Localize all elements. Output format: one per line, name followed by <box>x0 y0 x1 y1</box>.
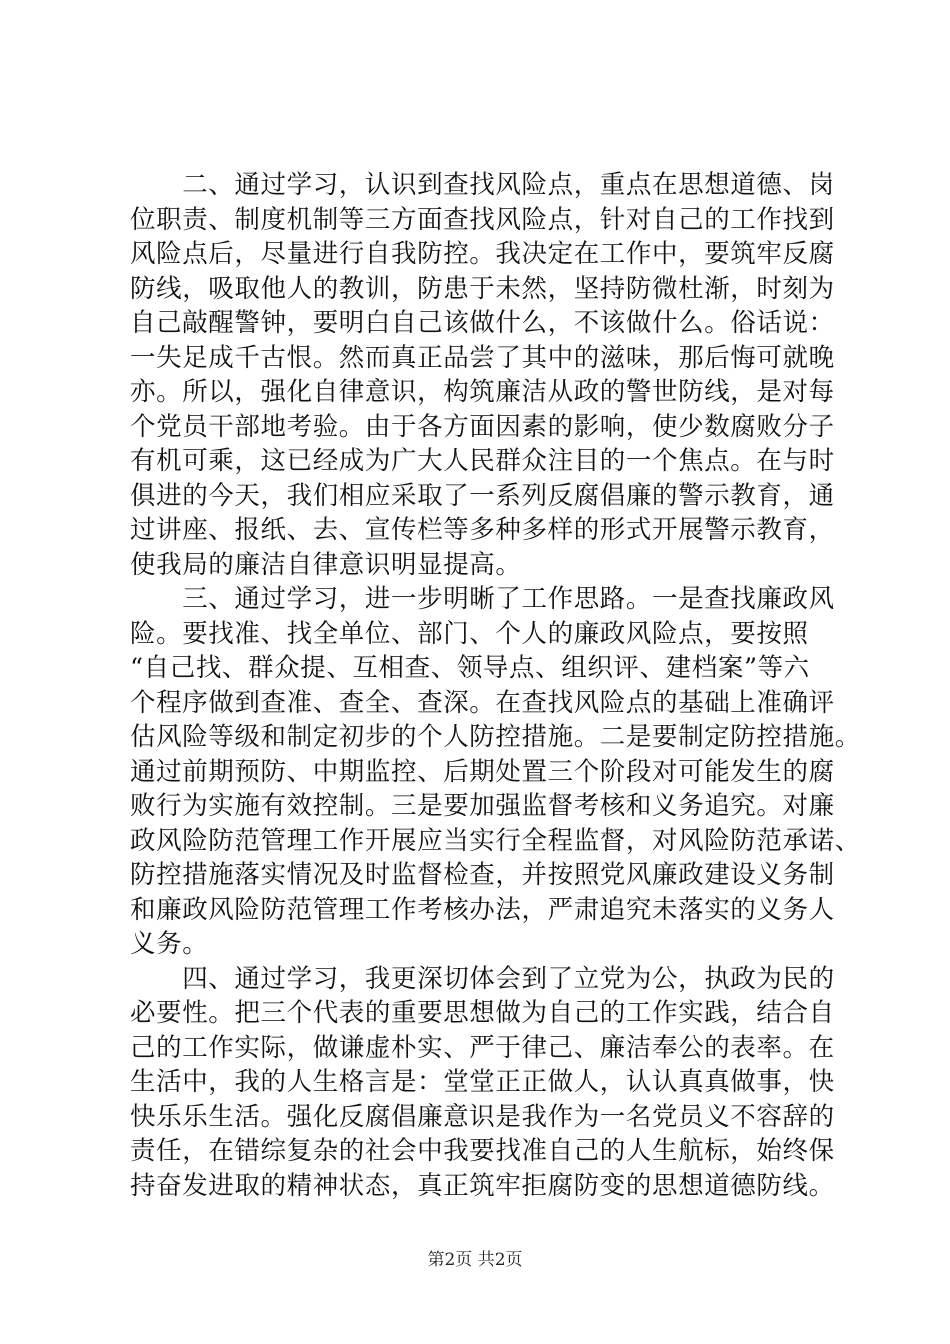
text-line: 败行为实施有效控制。三是要加强监督考核和义务追究。对廉 <box>130 791 835 821</box>
text-line: 防线，吸取他人的教训，防患于未然，坚持防微杜渐，时刻为 <box>130 273 835 304</box>
text-line: 通过前期预防、中期监控、后期处置三个阶段对可能发生的腐 <box>130 756 835 787</box>
text-line: 二、通过学习，认识到查找风险点，重点在思想道德、岗 <box>130 170 835 200</box>
text-line: 险。要找准、找全单位、部门、个人的廉政风险点，要按照 <box>130 618 809 649</box>
text-line: 风险点后，尽量进行自我防控。我决定在工作中，要筑牢反腐 <box>130 239 835 269</box>
text-line: 防控措施落实情况及时监督检查，并按照党风廉政建设义务制 <box>130 860 835 890</box>
text-line: 责任，在错综复杂的社会中我要找准自己的人生航标，始终保 <box>130 1136 835 1166</box>
text-line: 使我局的廉洁自律意识明显提高。 <box>130 549 522 580</box>
text-line: 个程序做到查准、查全、查深。在查找风险点的基础上准确评 <box>130 687 835 718</box>
text-line: 有机可乘，这已经成为广大人民群众注目的一个焦点。在与时 <box>130 446 835 476</box>
document-body <box>130 168 861 1203</box>
text-line: 持奋发进取的精神状态，真正筑牢拒腐防变的思想道德防线。 <box>130 1170 835 1201</box>
text-line: 己的工作实际，做谦虚朴实、严于律己、廉洁奉公的表率。在 <box>130 1032 835 1063</box>
text-line: 过讲座、报纸、去、宣传栏等多种多样的形式开展警示教育， <box>130 515 835 545</box>
text-line: 必要性。把三个代表的重要思想做为自己的工作实践，结合自 <box>130 998 835 1028</box>
page-footer: 第2页 共2页 <box>427 1250 523 1270</box>
text-line: 义务。 <box>130 929 209 959</box>
text-line: 估风险等级和制定初步的个人防控措施。二是要制定防控措施。 <box>130 722 861 752</box>
text-line: 亦。所以，强化自律意识，构筑廉洁从政的警世防线，是对每 <box>130 377 835 407</box>
text-line: 生活中，我的人生格言是：堂堂正正做人，认认真真做事，快 <box>130 1067 835 1097</box>
text-line: 政风险防范管理工作开展应当实行全程监督，对风险防范承诺、 <box>130 825 861 856</box>
text-line: “自己找、群众提、互相查、领导点、组织评、建档案”等六 <box>130 653 810 683</box>
text-line: 一失足成千古恨。然而真正品尝了其中的滋味，那后悔可就晚 <box>130 342 835 373</box>
text-line: 快乐乐生活。强化反腐倡廉意识是我作为一名党员义不容辞的 <box>130 1101 835 1132</box>
text-line: 个党员干部地考验。由于各方面因素的影响，使少数腐败分子 <box>130 411 835 442</box>
text-line: 三、通过学习，进一步明晰了工作思路。一是查找廉政风 <box>130 584 835 614</box>
text-line: 和廉政风险防范管理工作考核办法，严肃追究未落实的义务人 <box>130 894 835 925</box>
text-line: 位职责、制度机制等三方面查找风险点，针对自己的工作找到 <box>130 204 835 235</box>
text-line: 四、通过学习，我更深切体会到了立党为公，执政为民的 <box>130 963 835 994</box>
text-line: 俱进的今天，我们相应采取了一系列反腐倡廉的警示教育，通 <box>130 480 835 511</box>
text-line: 自己敲醒警钟，要明白自己该做什么，不该做什么。俗话说： <box>130 308 835 338</box>
